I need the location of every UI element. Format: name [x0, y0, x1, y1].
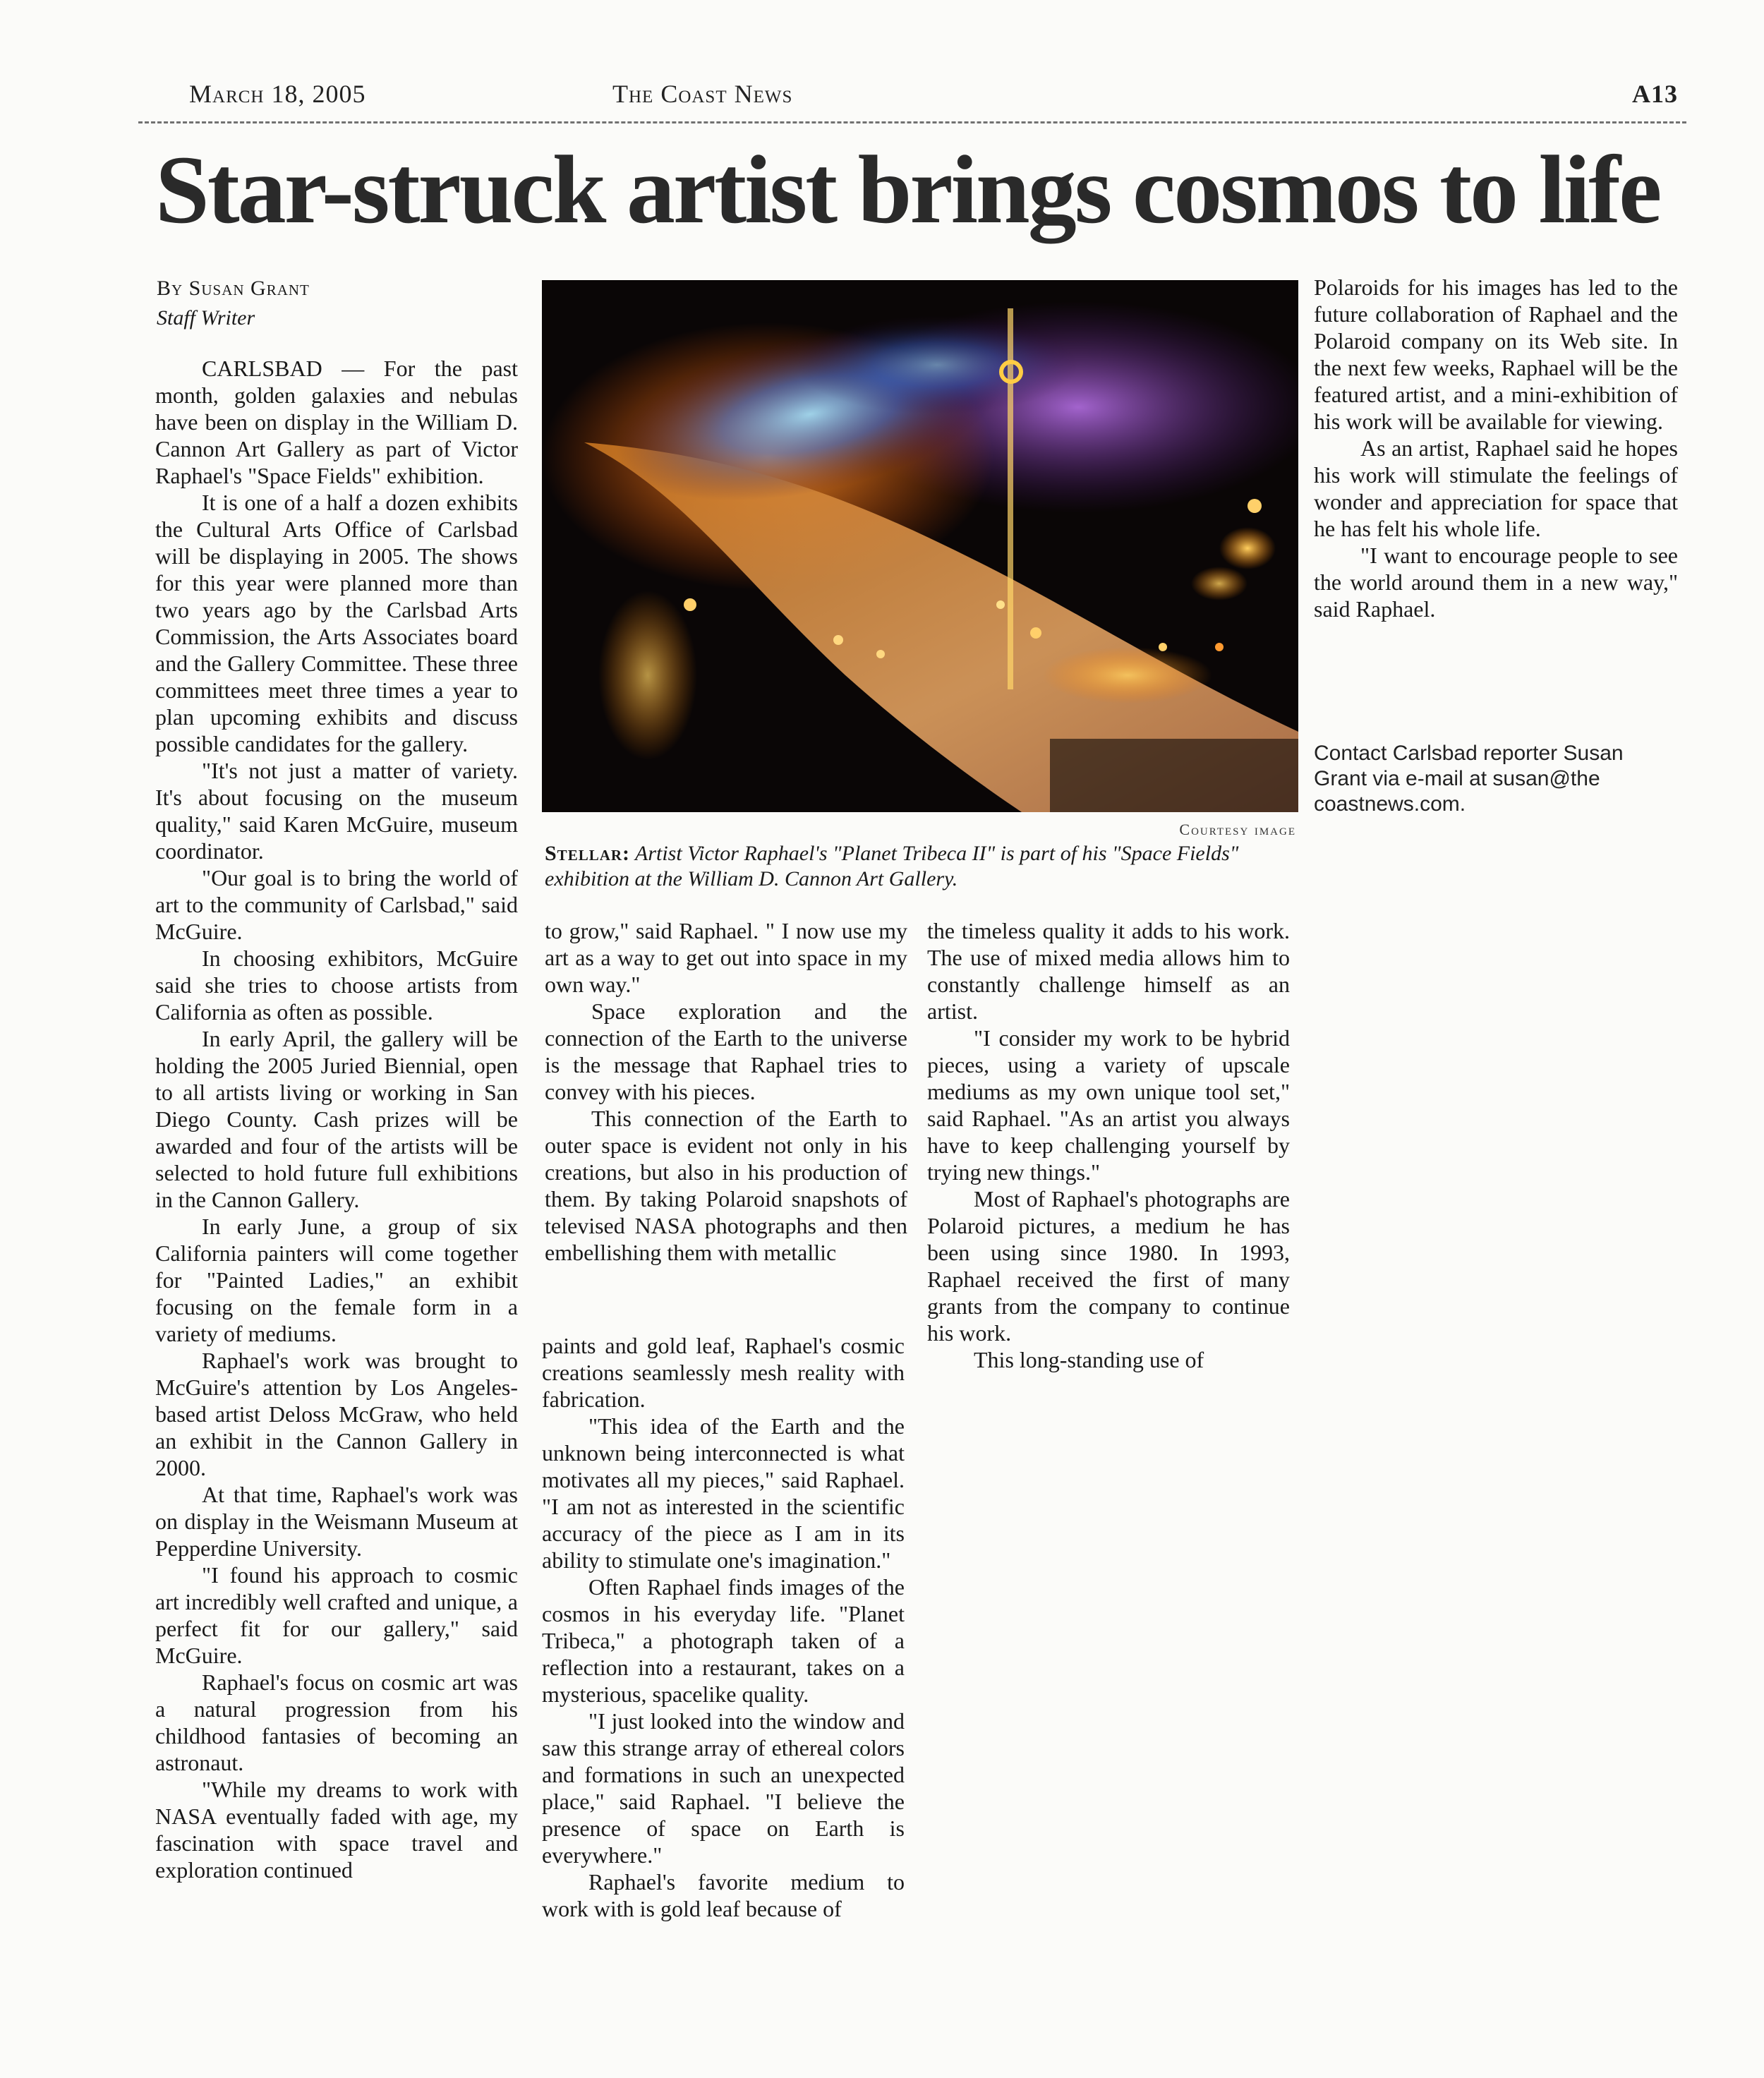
paragraph: to grow," said Raphael. " I now use my art as a way to get out into space in my own way."	[545, 918, 907, 997]
header-rule	[138, 121, 1686, 123]
paragraph: "Our goal is to bring the world of art to the community of Carlsbad," said McGuire.	[155, 865, 518, 944]
paragraph: Most of Raphael's photographs are Polaroid pictures, a medium he has been using since 1980. In 1993, Raphael received the first of many grants from the company to continue his work.	[927, 1186, 1290, 1346]
caption-text: Artist Victor Raphael's "Planet Tribeca II" is part of his "Space Fields" exhibition at the William D. Cannon Art Gallery.	[545, 842, 1239, 890]
paragraph: In early April, the gallery will be holding the 2005 Juried Biennial, open to all artists living or working in San Diego County. Cash prizes will be awarded and four of the artists will be selected to hold future full exhibitions in the Cannon Gallery.	[155, 1026, 518, 1212]
article-column-2-top	[545, 917, 907, 1266]
article-column-3	[927, 917, 1290, 1373]
photo-caption	[545, 841, 1300, 892]
article-column-1	[155, 355, 518, 1883]
byline-role: Staff Writer	[157, 306, 255, 330]
paragraph: This long-standing use of	[974, 1347, 1204, 1372]
paragraph: In early June, a group of six California painters will come together for "Painted Ladies," an exhibit focusing on the female form in a variety of mediums.	[155, 1214, 518, 1346]
byline-author: By Susan Grant	[157, 277, 310, 300]
headline: Star-struck artist brings cosmos to life	[155, 135, 1660, 243]
paragraph: CARLSBAD — For the past month, golden galaxies and nebulas have been on display in the William D. Cannon Art Gallery as part of Victor Raphael's "Space Fields" exhibition.	[155, 356, 518, 488]
article-photo	[542, 280, 1298, 812]
paragraph: Often Raphael finds images of the cosmos in his everyday life. "Planet Tribeca," a photograph taken of a reflection into a restaurant, takes on a mysterious, spacelike quality.	[542, 1574, 905, 1707]
paragraph: "I just looked into the window and saw this strange array of ethereal colors and formations in such an unexpected place," said Raphael. "I believe the presence of space on Earth is everywhere."	[542, 1708, 905, 1868]
reporter-contact: Contact Carlsbad reporter Susan Grant via e-mail at susan@the coastnews.com.	[1314, 742, 1624, 816]
paragraph: "It's not just a matter of variety. It's about focusing on the museum quality," said Karen McGuire, museum coordinator.	[155, 758, 518, 864]
article-column-2-bottom	[542, 1332, 905, 1922]
page-number: A13	[1632, 80, 1678, 108]
paragraph: As an artist, Raphael said he hopes his work will stimulate the feelings of wonder and appreciation for space that he has felt his whole life.	[1314, 435, 1678, 541]
paragraph: At that time, Raphael's work was on display in the Weismann Museum at Pepperdine University.	[155, 1482, 518, 1561]
paragraph: This connection of the Earth to outer space is evident not only in his creations, but also in his production of them. By taking Polaroid snapshots of televised NASA photographs and then embellishing them with metallic	[545, 1106, 907, 1265]
issue-date: March 18, 2005	[189, 80, 366, 108]
paragraph: In choosing exhibitors, McGuire said she tries to choose artists from California as often as possible.	[155, 946, 518, 1025]
paragraph: "While my dreams to work with NASA eventually faded with age, my fascination with space travel and exploration continued	[155, 1777, 518, 1883]
photo-artwork	[542, 280, 1298, 812]
paragraph: paints and gold leaf, Raphael's cosmic creations seamlessly mesh reality with fabrication.	[542, 1333, 905, 1412]
paragraph: It is one of a half a dozen exhibits the Cultural Arts Office of Carlsbad will be displaying in 2005. The shows for this year were planned more than two years ago by the Carlsbad Arts Commission, the Arts Associates board and the Gallery Committee. These three committees meet three times a year to plan upcoming exhibits and discuss possible candidates for the gallery.	[155, 490, 518, 756]
article-column-4	[1314, 274, 1678, 622]
paragraph: "I found his approach to cosmic art incredibly well crafted and unique, a perfect fit for our gallery," said McGuire.	[155, 1562, 518, 1668]
caption-label: Stellar:	[545, 842, 631, 865]
paragraph: "I consider my work to be hybrid pieces, using a variety of upscale mediums as my own unique tool set," said Raphael. "As an artist you always have to keep challenging yourself by trying new things."	[927, 1025, 1290, 1185]
paragraph: Raphael's work was brought to McGuire's attention by Los Angeles-based artist Deloss McGraw, who held an exhibit in the Cannon Gallery in 2000.	[155, 1348, 518, 1480]
paragraph: Space exploration and the connection of the Earth to the universe is the message that Raphael tries to convey with his pieces.	[545, 998, 907, 1104]
paragraph: Polaroids for his images has led to the future collaboration of Raphael and the Polaroid company on its Web site. In the next few weeks, Raphael will be the featured artist, and a mini-exhibition of his work will be available for viewing.	[1314, 274, 1678, 434]
newspaper-name: The Coast News	[612, 80, 793, 108]
paragraph: "I want to encourage people to see the world around them in a new way," said Raphael.	[1314, 543, 1678, 622]
paragraph: Raphael's focus on cosmic art was a natural progression from his childhood fantasies of becoming an astronaut.	[155, 1669, 518, 1775]
paragraph: the timeless quality it adds to his work. The use of mixed media allows him to constantly challenge himself as an artist.	[927, 918, 1290, 1024]
paragraph: "This idea of the Earth and the unknown being interconnected is what motivates all my pieces," said Raphael. "I am not as interested in the scientific accuracy of the piece as I am in its ability to stimulate one's imagination."	[542, 1413, 905, 1573]
photo-credit: Courtesy image	[1179, 821, 1296, 838]
paragraph: Raphael's favorite medium to work with is gold leaf because of	[542, 1869, 905, 1921]
